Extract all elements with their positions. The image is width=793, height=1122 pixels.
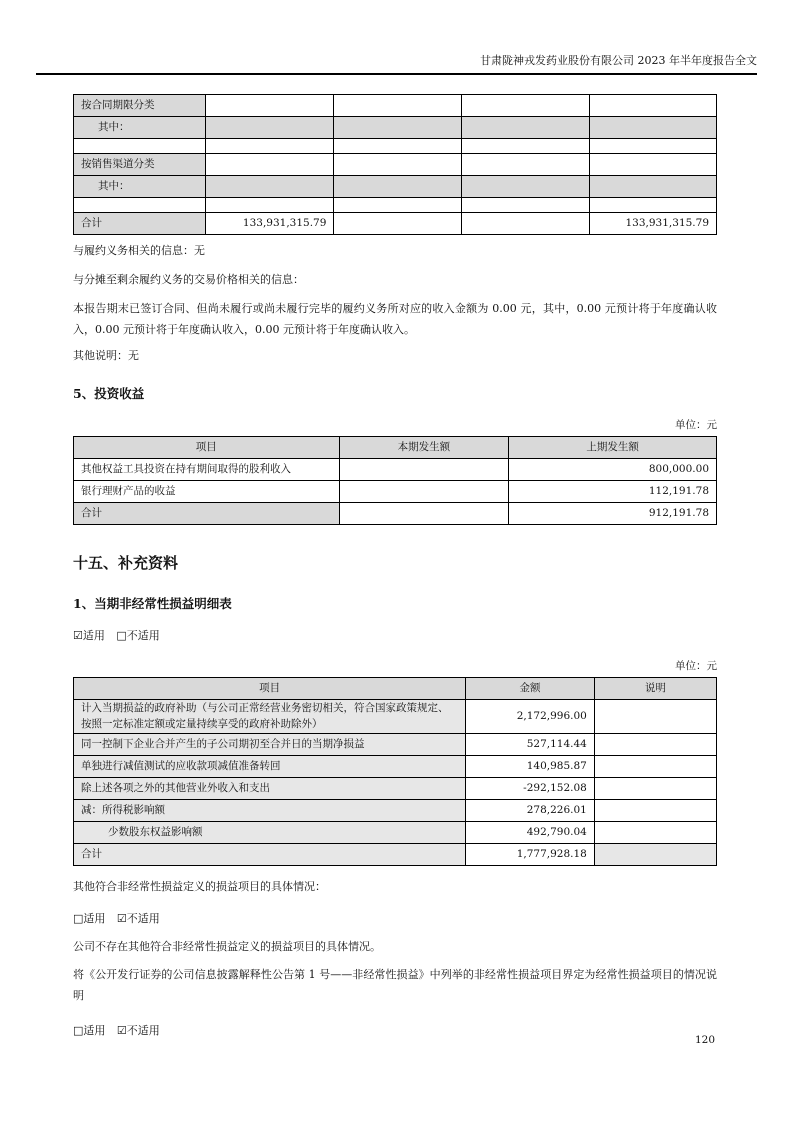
column-header: 项目	[74, 678, 466, 700]
row-label-cell: 银行理财产品的收益	[74, 481, 340, 503]
unit-label: 单位：元	[675, 660, 717, 673]
note-cell	[594, 755, 716, 777]
note-cell	[594, 777, 716, 799]
value-cell	[590, 176, 717, 198]
unit-label: 单位：元	[675, 419, 717, 432]
table-row	[74, 176, 717, 198]
value-cell	[462, 117, 590, 139]
row-label-cell: 单独进行减值测试的应收款项减值准备转回	[74, 755, 466, 777]
row-label-cell: 按销售渠道分类	[74, 154, 206, 176]
table-row	[74, 755, 717, 777]
value-cell	[462, 95, 590, 117]
header-row	[74, 678, 717, 700]
header-row	[74, 437, 717, 459]
post-note-line: 公司不存在其他符合非经常性损益定义的损益项目的具体情况。	[73, 939, 381, 953]
checkbox-not-applicable: ☑不适用	[116, 911, 160, 925]
value-cell	[206, 139, 334, 154]
row-label-cell: 合计	[74, 843, 466, 865]
revenue-classification-table	[73, 94, 717, 235]
note-cell	[594, 821, 716, 843]
note-cell	[594, 843, 716, 865]
note-other: 其他说明：无	[73, 349, 139, 363]
note-cell	[594, 799, 716, 821]
column-header: 上期发生额	[509, 437, 717, 459]
page-header	[36, 52, 757, 75]
report-title: 甘肃陇神戎发药业股份有限公司 2023 年半年度报告全文	[480, 54, 757, 67]
column-header: 说明	[594, 678, 716, 700]
row-label-cell: 其他权益工具投资在持有期间取得的股利收入	[74, 459, 340, 481]
row-label-cell: 其中：	[74, 176, 206, 198]
amount-cell: 800,000.00	[509, 459, 717, 481]
table-row	[74, 459, 717, 481]
value-cell	[590, 139, 717, 154]
value-cell	[590, 154, 717, 176]
table-row	[74, 154, 717, 176]
value-cell	[462, 198, 590, 213]
row-label-cell: 计入当期损益的政府补助（与公司正常经营业务密切相关，符合国家政策规定、按照一定标准定额或定量持续享受的政府补助除外）	[74, 700, 466, 733]
note-paragraph: 本报告期末已签订合同、但尚未履行或尚未履行完毕的履约义务所对应的收入金额为 0.00 元，其中，0.00 元预计将于年度确认收入，0.00 元预计将于年度确认收入，0.00 元预计将于年度确认收入。	[73, 301, 717, 336]
value-cell	[206, 95, 334, 117]
note-cell	[594, 700, 716, 733]
row-label-cell: 除上述各项之外的其他营业外收入和支出	[74, 777, 466, 799]
value-cell	[206, 117, 334, 139]
value-cell	[462, 213, 590, 235]
checkbox-not-applicable: □不适用	[116, 629, 160, 643]
checkbox-applicable: ☑适用	[73, 629, 105, 643]
table-row	[74, 481, 717, 503]
amount-cell: 133,931,315.79	[590, 213, 717, 235]
value-cell	[334, 176, 462, 198]
note-cell	[594, 733, 716, 755]
total-row	[74, 843, 717, 865]
value-cell	[334, 154, 462, 176]
amount-cell: 140,985.87	[466, 755, 595, 777]
table-row	[74, 777, 717, 799]
checkbox-applicable: □适用	[73, 1024, 106, 1038]
amount-cell: 527,114.44	[466, 733, 595, 755]
column-header: 金额	[466, 678, 595, 700]
post-note-paragraph: 将《公开发行证券的公司信息披露解释性公告第 1 号——非经常性损益》中列举的非经常性损益项目界定为经常性损益项目的情况说明	[73, 968, 717, 1003]
table-row	[74, 733, 717, 755]
table-row	[74, 821, 717, 843]
row-label-cell	[74, 139, 206, 154]
value-cell	[206, 176, 334, 198]
amount-cell	[339, 459, 509, 481]
value-cell	[206, 198, 334, 213]
amount-cell: 133,931,315.79	[206, 213, 334, 235]
row-label-cell: 少数股东权益影响额	[74, 821, 466, 843]
section-heading-investment-income: 5、投资收益	[73, 386, 145, 402]
amount-cell	[339, 503, 509, 525]
row-label-cell: 合计	[74, 213, 206, 235]
table-row	[74, 198, 717, 213]
table-row	[74, 95, 717, 117]
total-row	[74, 503, 717, 525]
row-label-cell	[74, 198, 206, 213]
row-label-cell: 其中：	[74, 117, 206, 139]
amount-cell: 492,790.04	[466, 821, 595, 843]
note-transaction-price: 与分摊至剩余履约义务的交易价格相关的信息：	[73, 272, 304, 286]
applicability-checkboxes	[73, 1022, 717, 1038]
amount-cell: 112,191.78	[509, 481, 717, 503]
value-cell	[590, 117, 717, 139]
value-cell	[590, 95, 717, 117]
checkbox-applicable: □适用	[73, 911, 106, 925]
amount-cell: 278,226.01	[466, 799, 595, 821]
applicability-checkboxes	[73, 910, 717, 926]
row-label-cell: 按合同期限分类	[74, 95, 206, 117]
post-note-line: 其他符合非经常性损益定义的损益项目的具体情况：	[73, 879, 326, 893]
total-row	[74, 213, 717, 235]
page-content	[73, 94, 717, 1038]
nonrecurring-items-table	[73, 677, 717, 865]
value-cell	[590, 198, 717, 213]
column-header: 本期发生额	[339, 437, 509, 459]
value-cell	[334, 95, 462, 117]
value-cell	[462, 139, 590, 154]
value-cell	[462, 154, 590, 176]
amount-cell: -292,152.08	[466, 777, 595, 799]
investment-income-table	[73, 436, 717, 525]
note-performance-obligation: 与履约义务相关的信息：无	[73, 244, 205, 257]
value-cell	[334, 117, 462, 139]
value-cell	[334, 198, 462, 213]
table-row	[74, 139, 717, 154]
value-cell	[334, 139, 462, 154]
column-header: 项目	[74, 437, 340, 459]
applicability-checkboxes	[73, 627, 717, 643]
table-row	[74, 700, 717, 733]
row-label-cell: 同一控制下企业合并产生的子公司期初至合并日的当期净损益	[74, 733, 466, 755]
row-label-cell: 合计	[74, 503, 340, 525]
subsection-heading-nonrecurring: 1、当期非经常性损益明细表	[73, 596, 232, 612]
table-row	[74, 117, 717, 139]
value-cell	[462, 176, 590, 198]
section-heading-supplementary: 十五、补充资料	[73, 554, 179, 573]
amount-cell: 912,191.78	[509, 503, 717, 525]
amount-cell: 2,172,996.00	[466, 700, 595, 733]
amount-cell: 1,777,928.18	[466, 843, 595, 865]
value-cell	[334, 213, 462, 235]
page-number: 120	[694, 1034, 715, 1046]
value-cell	[206, 154, 334, 176]
table-row	[74, 799, 717, 821]
amount-cell	[339, 481, 509, 503]
row-label-cell: 减：所得税影响额	[74, 799, 466, 821]
checkbox-not-applicable: ☑不适用	[116, 1024, 160, 1038]
